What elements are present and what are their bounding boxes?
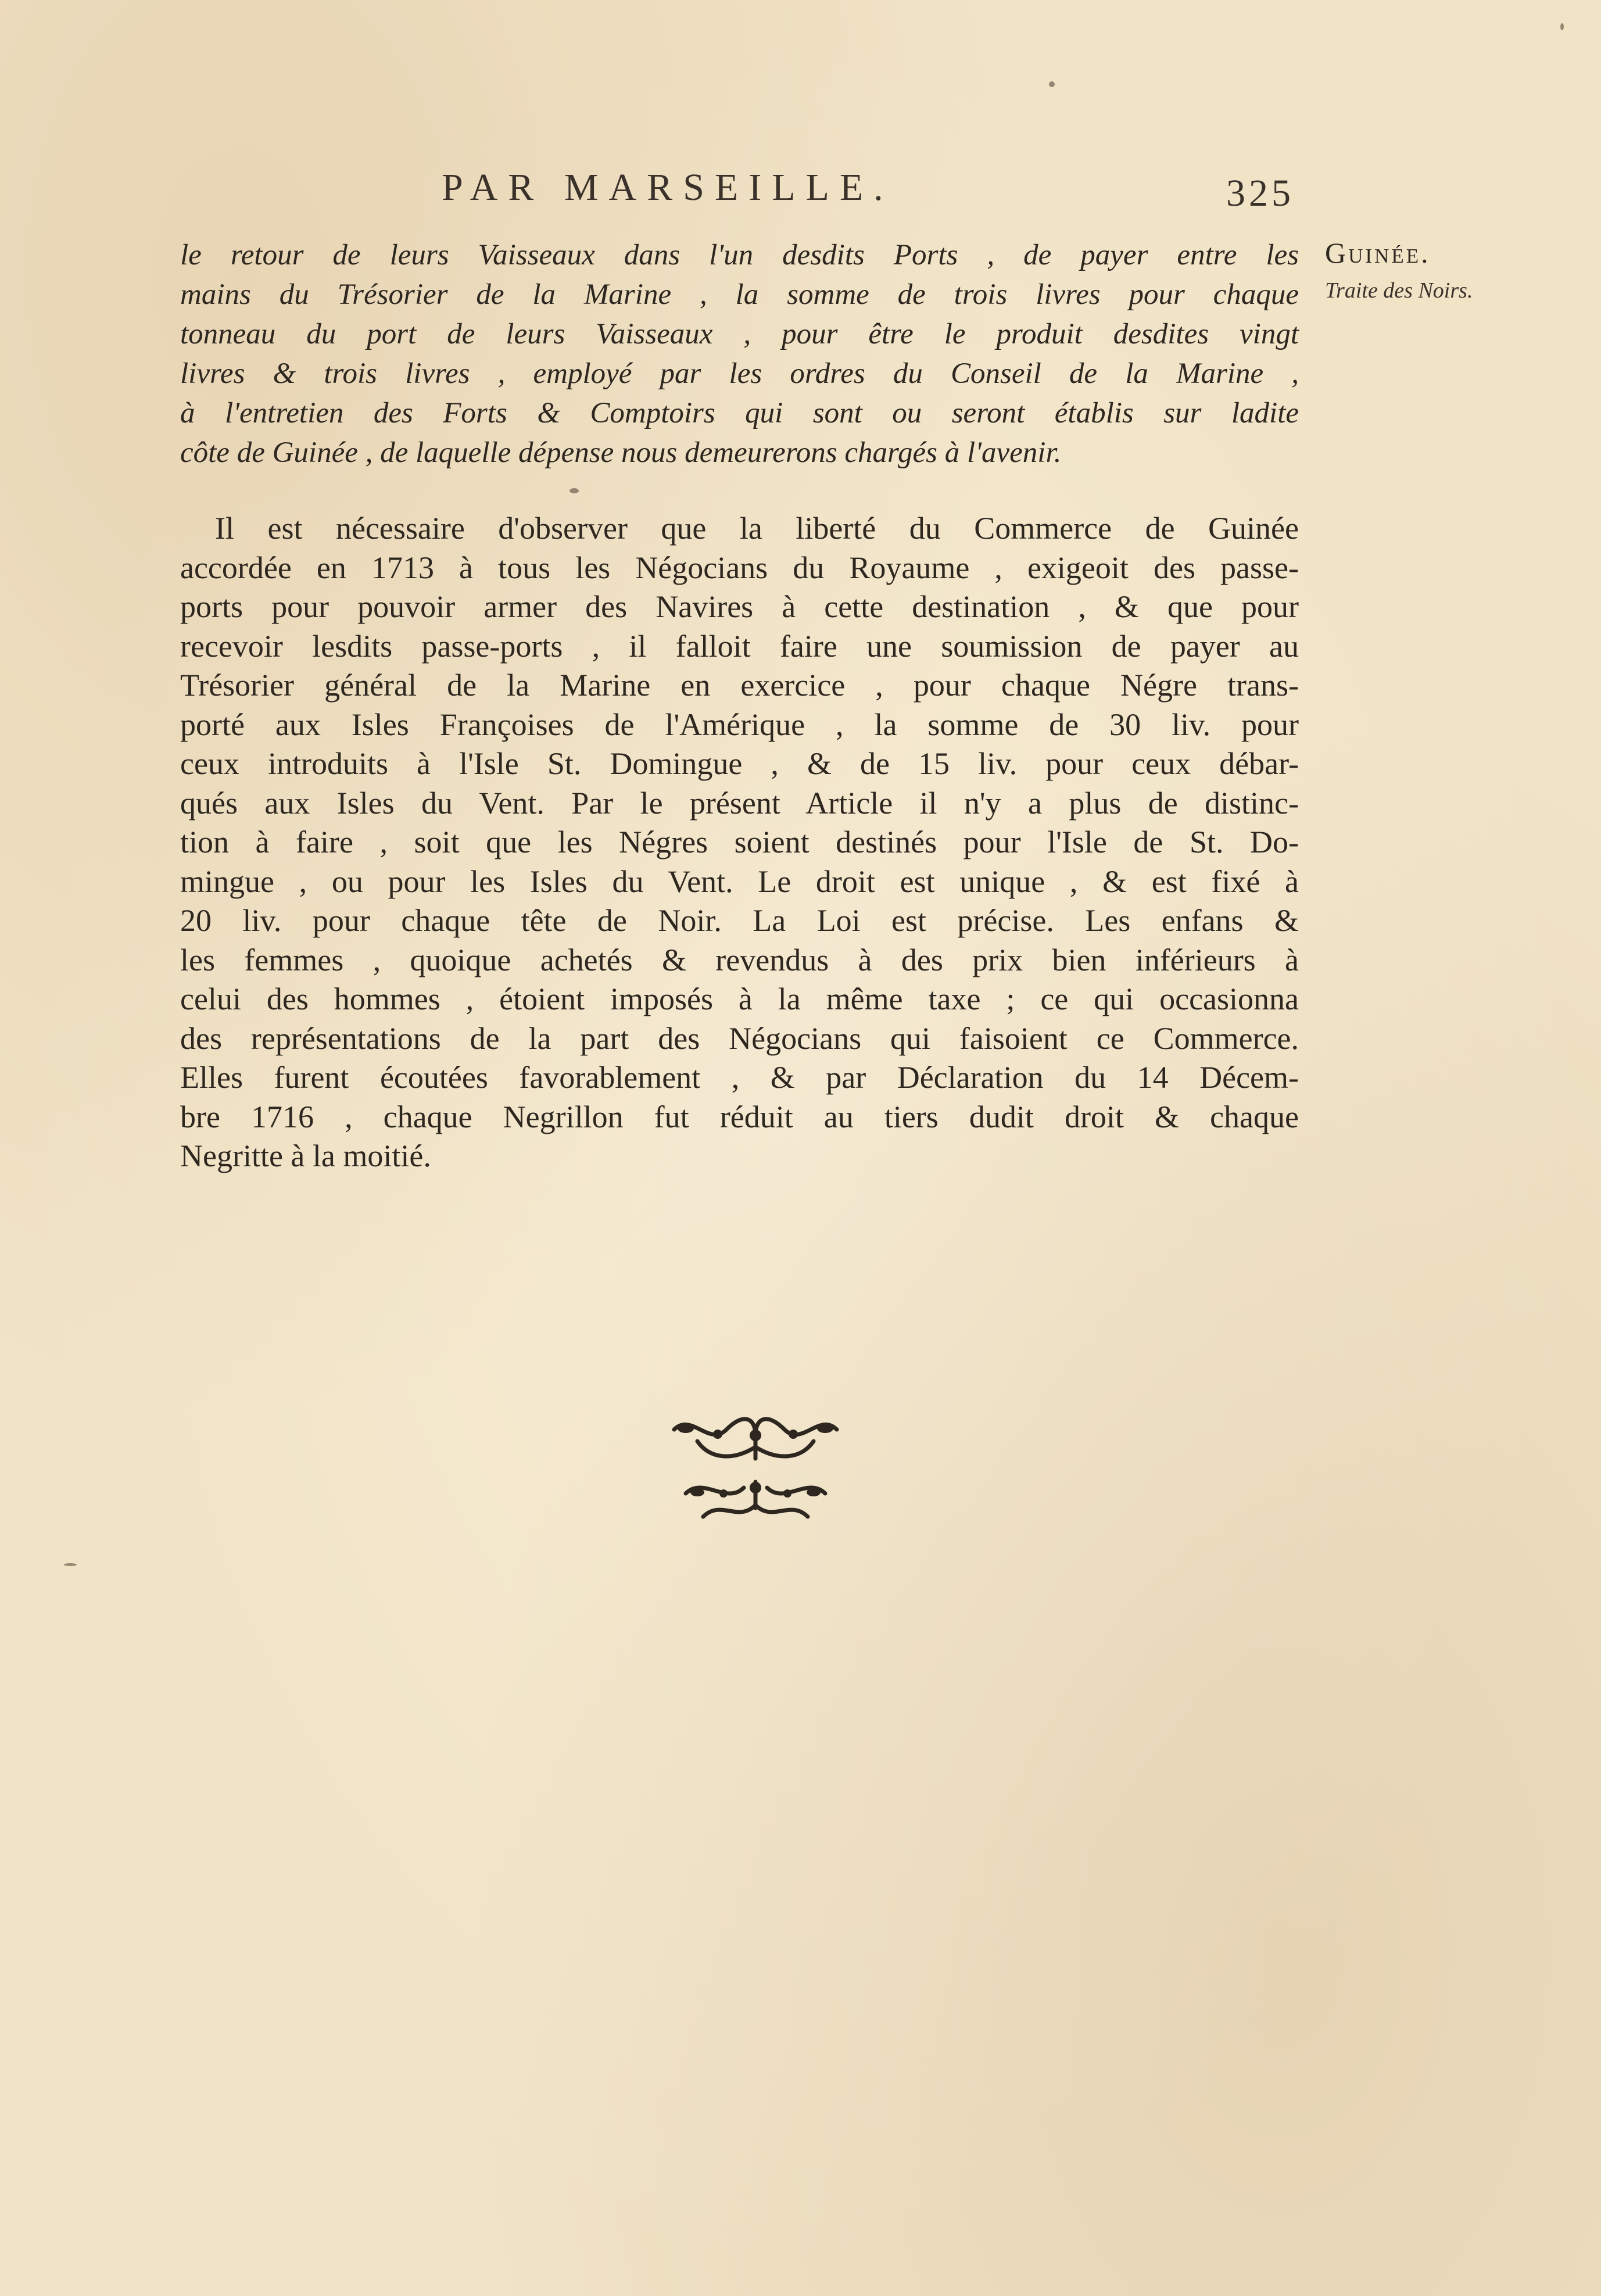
- text-line: mains du Trésorier de la Marine , la somme de trois livres pour chaque: [180, 278, 1299, 311]
- text-line: ceux introduits à l'Isle St. Domingue , & de 15 liv. pour ceux débar-: [180, 746, 1299, 781]
- text-line: porté aux Isles Françoises de l'Amérique , la somme de 30 liv. pour: [180, 707, 1299, 742]
- text-line: les femmes , quoique achetés & revendus à des prix bien inférieurs à: [180, 942, 1299, 977]
- running-head: PAR MARSEILLE.: [442, 166, 894, 209]
- text-line: à l'entretien des Forts & Comptoirs qui sont ou seront établis sur ladite: [180, 397, 1299, 429]
- text-line: des représentations de la part des Négocians qui faisoient ce Commerce.: [180, 1020, 1299, 1056]
- text-line: côte de Guinée , de laquelle dépense nous demeurerons chargés à l'avenir.: [180, 436, 1062, 469]
- text-line: Elles furent écoutées favorablement , & par Déclaration du 14 Décem-: [180, 1060, 1299, 1095]
- ink-speck: [1049, 81, 1055, 87]
- text-line: tion à faire , soit que les Négres soient destinés pour l'Isle de St. Do-: [180, 825, 1299, 859]
- text-line: accordée en 1713 à tous les Négocians du Royaume , exigeoit des passe-: [180, 550, 1299, 585]
- text-line: livres & trois livres , employé par les ordres du Conseil de la Marine ,: [180, 357, 1299, 390]
- text-line: tonneau du port de leurs Vaisseaux , pour être le produit desdites vingt: [180, 318, 1299, 350]
- paragraph-italic-quote: [180, 235, 1299, 472]
- text-line: qués aux Isles du Vent. Par le présent Article il n'y a plus de distinc-: [180, 785, 1299, 821]
- ink-speck: [64, 1563, 77, 1566]
- text-line: celui des hommes , étoient imposés à la même taxe ; ce qui occasionna: [180, 982, 1299, 1016]
- text-line: Trésorier général de la Marine en exercice , pour chaque Négre trans-: [180, 668, 1299, 703]
- text-line: 20 liv. pour chaque tête de Noir. La Loi est précise. Les enfans &: [180, 903, 1299, 938]
- text-line: recevoir lesdits passe-ports , il falloit faire une soumission de payer au: [180, 628, 1299, 664]
- text-line: Il est nécessaire d'observer que la liberté du Commerce de Guinée: [215, 511, 1299, 546]
- marginal-note: [1325, 232, 1592, 308]
- marginal-note-title: Guinée.: [1325, 237, 1431, 269]
- page-number: 325: [1226, 172, 1294, 214]
- paragraph-commentary: [180, 509, 1299, 1176]
- page-header: [0, 166, 1601, 218]
- text-line: le retour de leurs Vaisseaux dans l'un desdits Ports , de payer entre les: [180, 239, 1299, 271]
- text-line: bre 1716 , chaque Negrillon fut réduit au tiers dudit droit & chaque: [180, 1099, 1299, 1134]
- text-line: ports pour pouvoir armer des Navires à cette destination , & que pour: [180, 589, 1299, 624]
- marginal-note-subtitle: Traite des Noirs.: [1325, 278, 1473, 303]
- text-line: mingue , ou pour les Isles du Vent. Le droit est unique , & est fixé à: [180, 864, 1299, 899]
- text-line: Negritte à la moitié.: [180, 1138, 431, 1173]
- ink-speck: [1560, 23, 1564, 30]
- fleuron-ornament-icon: [662, 1406, 848, 1534]
- ink-speck: [570, 488, 579, 493]
